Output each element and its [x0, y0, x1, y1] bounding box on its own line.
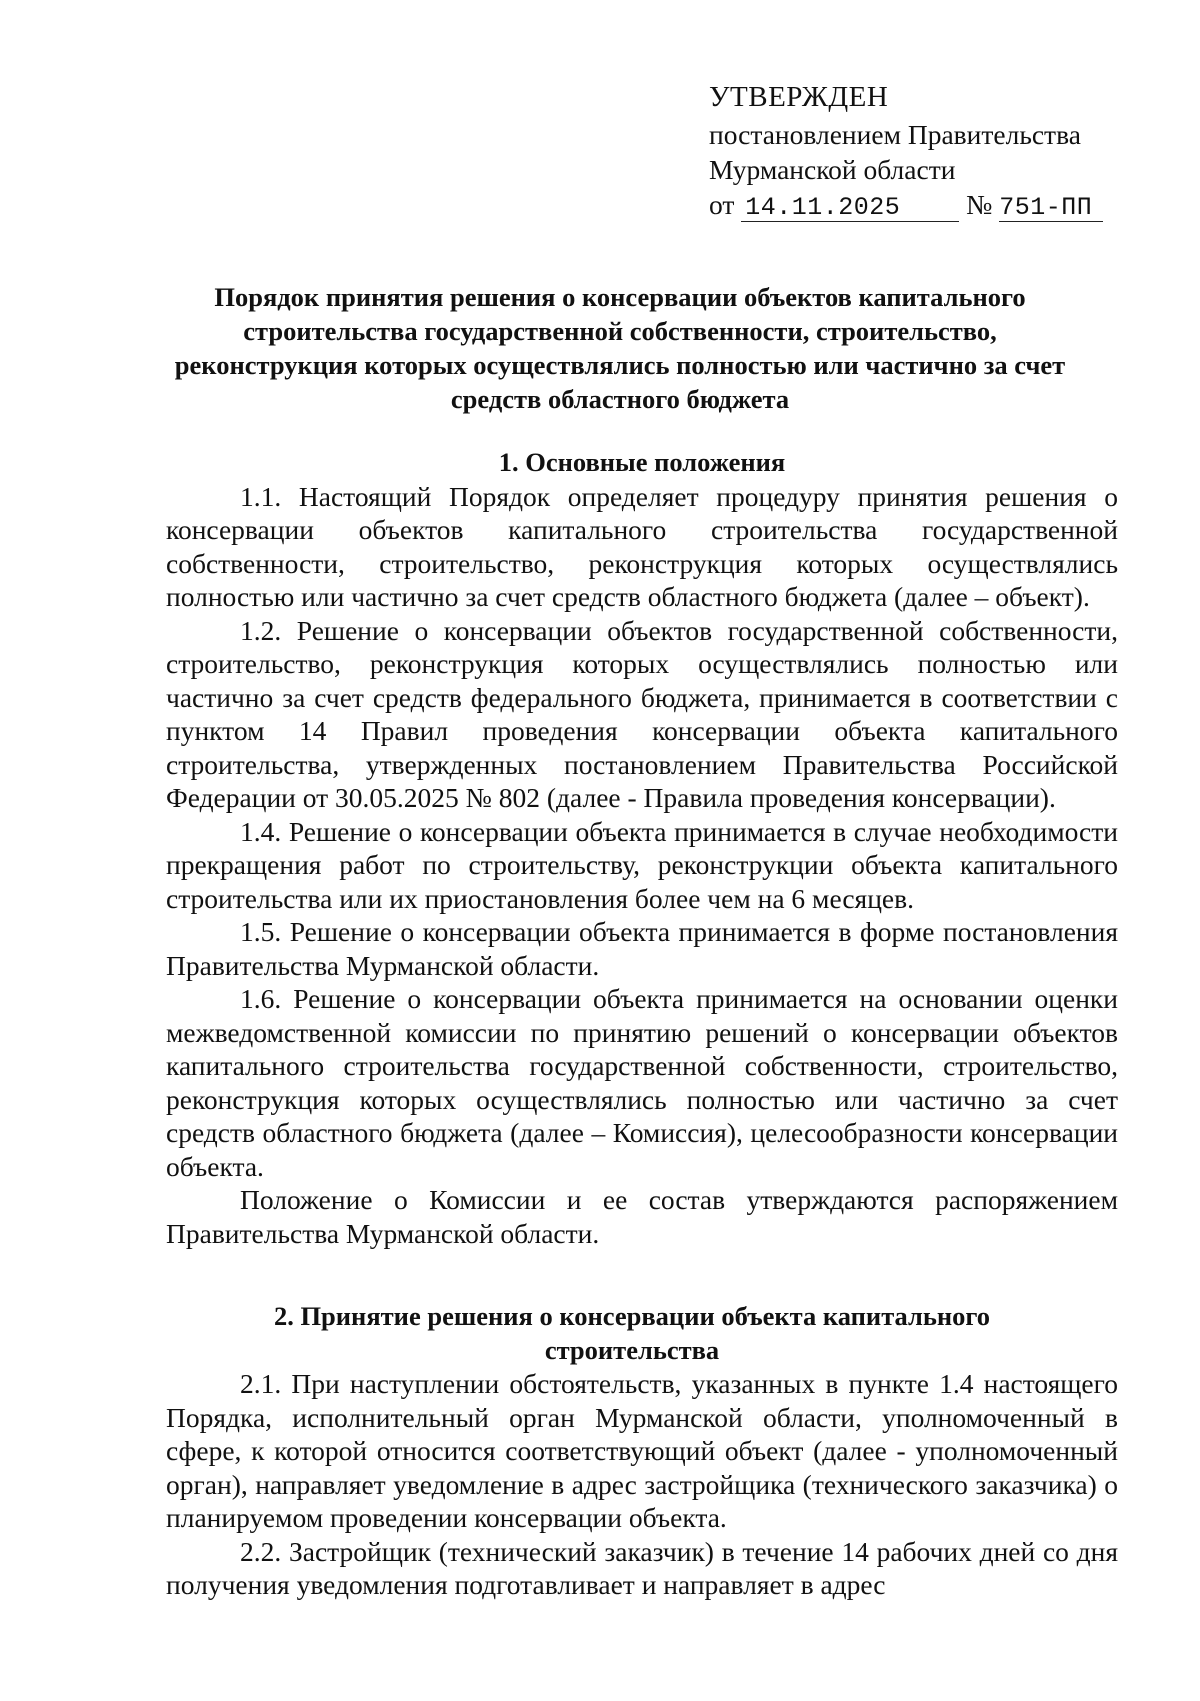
- document-title: Порядок принятия решения о консервации объектов капитального строительства государственной собственности, строительство, реконструкция которых осуществлялись полностью или частично за счет средств областного бюджета: [174, 282, 1066, 414]
- paragraph-1-6: 1.6. Решение о консервации объекта принимается на основании оценки межведомственной комиссии по принятию решений о консервации объектов капитального строительства государственной собственности, строительство, реконструкция которых осуществлялись полностью или частично за счет средств областного бюджета (далее – Комиссия), целесообразности консервации объекта.: [166, 983, 1118, 1182]
- approval-line-1: постановлением Правительства: [709, 119, 1081, 150]
- paragraph-1-1: 1.1. Настоящий Порядок определяет процедуру принятия решения о консервации объектов капитального строительства государственной собственности, строительство, реконструкция которых осуществлялись полностью или частично за счет средств областного бюджета (далее – объект).: [166, 480, 1118, 612]
- paragraph-1-4: 1.4. Решение о консервации объекта принимается в случае необходимости прекращения работ по строительству, реконструкции объекта капитального строительства или их приостановления более чем на 6 месяцев.: [166, 815, 1118, 914]
- date-prefix: от: [709, 189, 735, 220]
- paragraph-commission: Положение о Комиссии и ее состав утверждаются распоряжением Правительства Мурманской области.: [166, 1184, 1118, 1249]
- approval-number: 751-ПП: [999, 193, 1093, 222]
- date-blank: [741, 191, 959, 222]
- paragraph-1-2: 1.2. Решение о консервации объектов государственной собственности, строительство, реконструкция которых осуществлялись полностью или частично за счет средств федерального бюджета, принимается в соответствии с пунктом 14 Правил проведения консервации объекта капитального строительства, утвержденных постановлением Правительства Российской Федерации от 30.05.2025 № 802 (далее - Правила проведения консервации).: [166, 614, 1118, 813]
- paragraph-2-2: 2.2. Застройщик (технический заказчик) в течение 14 рабочих дней со дня получения уведомления подготавливает и направляет в адрес: [166, 1535, 1118, 1600]
- section-1-heading: 1. Основные положения: [498, 447, 786, 477]
- approval-date-line: [709, 187, 1149, 222]
- number-prefix: №: [966, 189, 993, 220]
- paragraph-2-1: 2.1. При наступлении обстоятельств, указанных в пункте 1.4 настоящего Порядка, исполнительный орган Мурманской области, уполномоченный в сфере, к которой относится соответствующий объект (далее - уполномоченный орган), направляет уведомление в адрес застройщика (технического заказчика) о планируемом проведении консервации объекта.: [166, 1368, 1118, 1533]
- approval-heading: УТВЕРЖДЕН: [709, 81, 889, 113]
- approval-stamp: [709, 80, 1149, 222]
- number-blank: [999, 191, 1103, 222]
- section-2-heading: 2. Принятие решения о консервации объекта капитального строительства: [273, 1301, 991, 1365]
- paragraph-1-5: 1.5. Решение о консервации объекта принимается в форме постановления Правительства Мурманской области.: [166, 916, 1118, 981]
- approval-date: 14.11.2025: [745, 193, 901, 222]
- approval-line-2: Мурманской области: [709, 154, 956, 185]
- document-body: [166, 446, 1118, 1602]
